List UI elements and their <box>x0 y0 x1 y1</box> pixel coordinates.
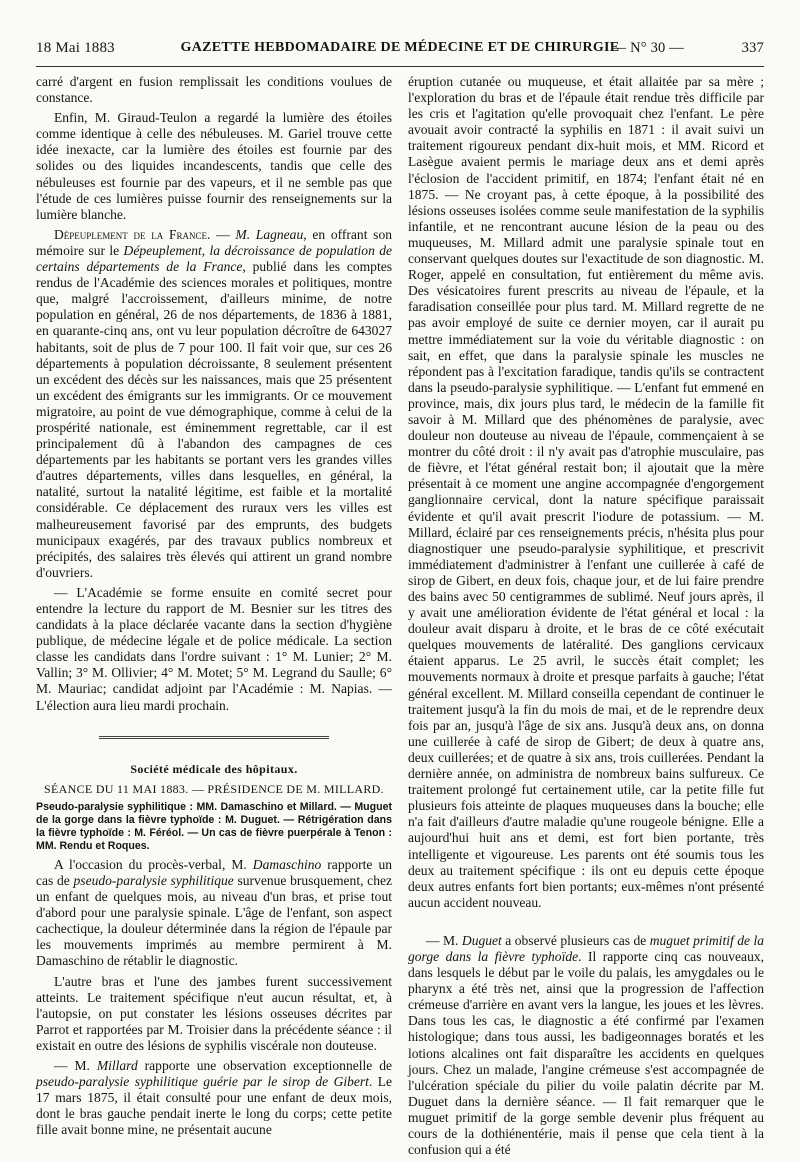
paragraph: L'autre bras et l'une des jambes furent successivement atteints. Le traitement spécifique n'eut aucun résultat, et, à l'autopsie, on put constater les lésions osseuses décrites par Parrot et rapportées par M. Troisier dans la précédente séance : il existait en outre des lésions de syphilis viscérale non douteuse. <box>36 973 392 1053</box>
journal-title: GAZETTE HEBDOMADAIRE DE MÉDECINE ET DE CHIRURGIE <box>180 40 620 55</box>
paragraph <box>36 1058 392 1138</box>
speaker-name: M. Lagneau <box>235 226 304 242</box>
issue-number: — N° 30 — <box>611 40 684 56</box>
text-run: . Il rapporte cinq cas nouveaux, dans lesquels le début par le voile du palais, les amygdales ou le pharynx a été très net, ainsi que la progression de l'affection crémeuse d'arrière en avant vers la langue, les joues et les lèvres. Dans tous les cas, le diagnostic a été confirmé par l'examen histologique; dans tous aussi, les badigeonnages boratés et les lotions alcalines ont fait disparaître les accidents en quelques jours. Chez un malade, l'angine crémeuse s'est accompagnée de l'ulcération spéciale du pilier du voile palatin décrite par M. Duguet dans la dernière séance. — Il fait remarquer que le muguet primitif de la gorge semble devenir plus fréquent au cours de la dothiénentérie, mais il pense que cela tient à la confusion qui a été <box>408 948 765 1158</box>
text-run: , en offrant son mémoire sur le <box>36 226 393 258</box>
text-run: rapporte un cas de <box>36 856 392 888</box>
paragraph: Enfin, M. Giraud-Teulon a regardé la lumière des étoiles comme identique à celle des nébuleuses. M. Gariel trouve cette idée inexacte, car la lumière des étoiles est fournie par des solides ou des liquides incandescents, tandis que celle des nébuleuses est fournie par des vapeurs, et il ne semble pas que l'étude de ces lumières puisse fournir des renseignements sur la lumière blanche. <box>36 110 392 222</box>
section-divider <box>99 736 329 739</box>
topic-title: pseudo-paralysie syphilitique <box>73 872 234 888</box>
topic-title: pseudo-paralysie syphilitique guérie par le sirop de Gibert <box>36 1074 369 1090</box>
session-summary: Pseudo-paralysie syphilitique : MM. Damaschino et Millard. — Muguet de la gorge dans la fièvre typhoïde : M. Duguet. — Rétrigération dans la fièvre typhoïde : M. Féréol. — Un cas de fièvre puerpérale à Tenon : MM. Rendu et Roques. <box>36 800 392 852</box>
running-header <box>36 40 764 62</box>
text-run: a observé plusieurs cas de <box>501 932 650 948</box>
work-title: Dépeuplement, la décroissance de population de certains départements de la France <box>36 242 392 275</box>
text-run: rapporte une observation exceptionnelle de <box>137 1057 392 1073</box>
paragraph: carré d'argent en fusion remplissait les conditions voulues de constance. <box>36 74 392 106</box>
left-column <box>36 74 392 1142</box>
right-column <box>408 74 764 1162</box>
paragraph: — L'Académie se forme ensuite en comité secret pour entendre la lecture du rapport de M. Besnier sur les titres des candidats à la place déclarée vacante dans la section d'hygiène publique, de médecine légale et de police médicale. La section classe les candidats dans l'ordre suivant : 1° M. Lunier; 2° M. Vallin; 3° M. Ollivier; 4° M. Motet; 5° M. Legrand du Saulle; 6° M. Mauriac; candidat adjoint par l'Académie : M. Napias. — L'élection aura lieu mardi prochain. <box>36 584 392 713</box>
paragraph <box>36 857 392 970</box>
text-run: . Le 17 mars 1875, il était consulté pour une enfant de deux mois, dont le bras gauche pendait inerte le long du corps; cette petite fille avait bonne mine, ne présentait aucune <box>36 1074 392 1138</box>
speaker-name: Duguet <box>461 932 502 948</box>
paragraph: éruption cutanée ou muqueuse, et était allaitée par sa mère ; l'exploration du bras et de l'épaule était rendue très difficile par les cris et l'agitation qu'elle provoquait chez l'enfant. Le père avouait avoir contracté la syphilis en 1871 : il avait suivi un traitement rigoureux pendant dix-huit mois, et MM. Ricord et Lasègue avaient permis le mariage deux ans et demi après l'éclosion de l'accident primitif, en 1874; l'enfant était né en 1875. — Ne croyant pas, à cette époque, à la possibilité des lésions osseuses isolées comme seule manifestation de la syphilis infantile, et ne rencontrant aucune lésion de la peau ou des muqueuses, M. Millard admit une paralysie spinale tout en conservant quelques doutes sur l'exactitude de son diagnostic. M. Roger, appelé en consultation, fut entièrement du même avis. Des vésicatoires furent prescrits au niveau de l'épaule, et la faradisation conseillée pour plus tard. M. Millard regrette de ne pas avoir employé de suite ce dernier moyen, car il aurait pu mettre immédiatement sur la voie du véritable diagnostic : on sait, en effet, que dans la paralysie spinale les muscles ne répondent pas à l'excitation faradique, tandis qu'ils se contractent dans la pseudo-paralysie syphilitique. — L'enfant fut emmené en province, mais, dix jours plus tard, le médecin de la famille fit savoir à M. Millard que des phénomènes de paralysie, avec douleur non douteuse au niveau de l'épaule, commençaient à se montrer du côté droit : il n'y avait pas d'atrophie musculaire, pas de fièvre, et l'état général restait bon; il ajoutait que la mère présentait à ce moment une angine accompagnée d'engorgement ganglionnaire cervical, dont la nature spécifique paraissait évidente et qu'il avait prescrit l'iodure de potassium. — M. Millard, éclairé par ces renseignements précis, n'hésita plus pour diagnostiquer une pseudo-paralysie syphilitique, et prescrivit immédiatement d'administrer à l'enfant une cuillerée à café de sirop de Gibert, en deux fois, chaque jour, et de lui faire prendre des bains avec 50 centigrammes de sublimé. Neuf jours après, il y avait une amélioration évidente de l'état général et local : la douleur avait disparu à droite, et le bras de ce côté exécutait quelques mouvements de latéralité. Des ganglions cervicaux étaient apparus. Le 25 avril, le succès était complet; les mouvements normaux à droite et presque parfaits à gauche; l'état général excellent. M. Millard conseilla cependant de continuer le traitement jusqu'à la fin du mois de mai, et de le reprendre deux fois par an, jusqu'à l'âge de six ans. Jusqu'à deux ans, on donna une cuillerée à café de sirop de Gibert; de deux à quatre ans, deux cuillerées; et de quatre à six ans, trois cuillerées. Pendant la dernière année, on administra de nombreux bains sulfureux. Ce traitement prolongé fut certainement utile, car la petite fille fut plusieurs fois atteinte de plaques muqueuses dans la bouche; elle n'a fait d'ailleurs d'autre maladie qu'une rougeole bénigne. Elle a aujourd'hui huit ans et demi, est fort bien portante, très intelligente et vigoureuse. Les parents ont été soumis tous les deux au traitement spécifique : ils ont eu depuis cette époque deux autres enfants fort bien portants; eux-mêmes n'ont présenté aucun accident nouveau. <box>408 74 764 910</box>
society-title: Société médicale des hôpitaux. <box>130 761 298 776</box>
text-run: survenue brusquement, chez un enfant de quelques mois, au niveau d'un bras, et prise tout d'abord pour une paralysie spinale. L'âge de l'enfant, son aspect cachectique, la douleur déterminée dans la région de l'épaule par les mouvements imprimés au membre permirent à M. Damaschino de rétablir le diagnostic. <box>36 872 392 969</box>
speaker-name: Millard <box>96 1057 138 1073</box>
text-run: — M. <box>426 932 462 948</box>
seance-heading: SÉANCE DU 11 MAI 1883. — PRÉSIDENCE DE M. MILLARD. <box>44 781 384 796</box>
text-run: — M. <box>54 1057 97 1073</box>
page-number: 337 <box>741 40 764 56</box>
speaker-name: Damaschino <box>252 856 322 872</box>
paragraph <box>408 933 764 1158</box>
topic-title: muguet primitif de la gorge dans la fièvre typhoïde <box>408 932 764 964</box>
paragraph-depeuplement: Dépeuplement de la France. — M. Lagneau, en offrant son mémoire sur le Dépeuplement, la décroissance de population de certains départements de la France, publié dans les comptes rendus de l'Académie des sciences morales et politiques, montre que, malgré l'accroissement, d'ailleurs minime, de notre population en général, 26 de nos départements, de 1836 à 1881, en quarante-cinq ans, ont vu leur population décroître de 643027 habitants, soit de plus de 7 pour 100. Il fait voir que, sur ces 26 départements à population décroissante, 8 seulement présentent un excédent des décès sur les naissances, mais que 25 présentent un excédent des émigrants sur les immigrants. Or ce mouvement migratoire, au point de vue démographique, comme à celui de la prospérité nationale, est éminemment regrettable, car il est principalement dû à l'abandon des campagnes de ces départements par les habitants se portant vers les grandes villes d'autres départements, villes dans lesquelles, en général, la natalité, surtout la natalité légitime, est faible et la mortalité considérable. Ce déplacement des ruraux vers les villes est malheureusement favorisé par des emprunts, des budgets municipaux exagérés, par des travaux publics nombreux et précipités, des salaires très élevés qui attirent un grand nombre d'ouvriers. <box>36 226 393 580</box>
header-rule <box>36 66 764 67</box>
section-heading: Dépeuplement de la France. <box>54 226 211 242</box>
header-date: 18 Mai 1883 <box>36 40 115 56</box>
text-run: , publié dans les comptes rendus de l'Académie des sciences morales et politiques, montre que, malgré l'accroissement, d'ailleurs minime, de notre population en général, 26 de nos départements, de 1836 à 1881, en quarante-cinq ans, ont vu leur population décroître de 643027 habitants, soit de plus de 7 pour 100. Il fait voir que, sur ces 26 départements à population décroissante, 8 seulement présentent un excédent des décès sur les naissances, mais que 25 présentent un excédent des émigrants sur les immigrants. Or ce mouvement migratoire, au point de vue démographique, comme à celui de la prospérité nationale, est éminemment regrettable, car il est principalement dû à l'abandon des campagnes de ces départements par les habitants se portant vers les grandes villes d'autres départements, villes dans lesquelles, en général, la natalité, surtout la natalité légitime, est faible et la mortalité considérable. Ce déplacement des ruraux vers les villes est malheureusement favorisé par des emprunts, des budgets municipaux exagérés, par des travaux publics nombreux et précipités, des salaires très élevés qui attirent un grand nombre d'ouvriers. <box>36 259 392 580</box>
text-run: A l'occasion du procès-verbal, M. <box>54 856 253 872</box>
